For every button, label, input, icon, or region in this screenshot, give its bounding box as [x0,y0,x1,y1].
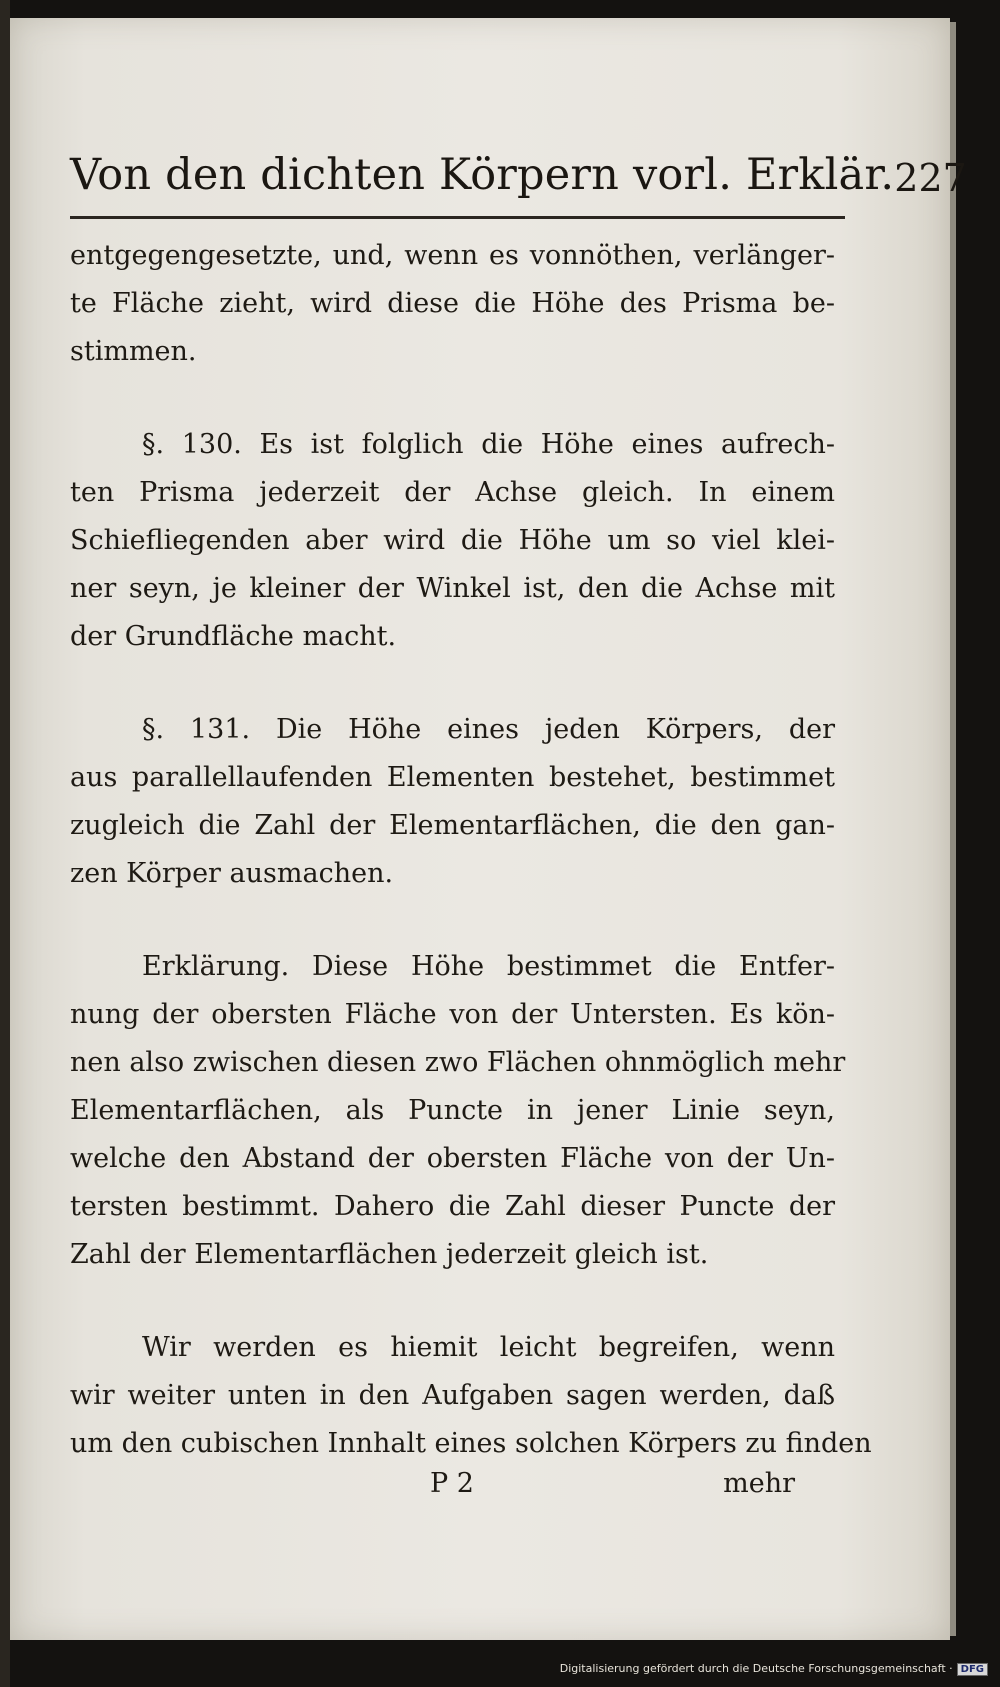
scan-border [0,0,10,1687]
text-line: zen Körper ausmachen. [70,858,394,889]
text-line: aus parallellaufenden Elementen bestehet, bestimmet [70,762,835,793]
digitization-credit [560,1662,988,1676]
page-body [70,232,872,1513]
text-line: §. 131. Die Höhe eines jeden Körpers, der [142,714,835,745]
dfg-logo: DFG [957,1663,988,1676]
signature-mark: P 2 [430,1468,474,1499]
paragraph-continuation [70,232,835,376]
header-rule [70,216,845,219]
text-line: Schiefliegenden aber wird die Höhe um so viel klei- [70,525,835,556]
page-footer [70,1468,835,1508]
text-line: §. 130. Es ist folglich die Höhe eines aufrech- [142,429,835,460]
paragraph-section-130 [70,421,835,661]
page-number: 227 [894,156,967,200]
running-head [70,140,967,200]
text-line: nen also zwischen diesen zwo Flächen ohnmöglich mehr [70,1047,846,1078]
text-line: zugleich die Zahl der Elementarflächen, die den gan- [70,810,835,841]
text-line: der Grundfläche macht. [70,621,397,652]
text-line: tersten bestimmt. Dahero die Zahl dieser Puncte der [70,1191,835,1222]
text-line: um den cubischen Innhalt eines solchen Körpers zu finden [70,1428,872,1459]
text-line: ten Prisma jederzeit der Achse gleich. In einem [70,477,835,508]
text-line: nung der obersten Fläche von der Untersten. Es kön- [70,999,835,1030]
credit-text: Digitalisierung gefördert durch die Deutsche Forschungsgemeinschaft · [559,1662,953,1675]
running-head-title: Von den dichten Körpern vorl. Erklär. [70,150,895,200]
text-line: Elementarflächen, als Puncte in jener Linie seyn, [70,1095,835,1126]
page-edge [950,22,956,1636]
text-line: welche den Abstand der obersten Fläche von der Un- [70,1143,835,1174]
text-line: ner seyn, je kleiner der Winkel ist, den die Achse mit [70,573,835,604]
text-line: stimmen. [70,336,197,367]
text-line: te Fläche zieht, wird diese die Höhe des Prisma be- [70,288,835,319]
text-line: Erklärung. Diese Höhe bestimmet die Entfer- [142,951,835,982]
catchword: mehr [723,1468,795,1499]
paragraph-final [70,1324,872,1468]
text-line: Wir werden es hiemit leicht begreifen, wenn [142,1332,835,1363]
text-line: entgegengesetzte, und, wenn es vonnöthen, verlänger- [70,240,835,271]
text-line: Zahl der Elementarflächen jederzeit gleich ist. [70,1239,709,1270]
paragraph-explanation [70,943,846,1279]
paragraph-section-131 [70,706,835,898]
text-line: wir weiter unten in den Aufgaben sagen werden, daß [70,1380,835,1411]
